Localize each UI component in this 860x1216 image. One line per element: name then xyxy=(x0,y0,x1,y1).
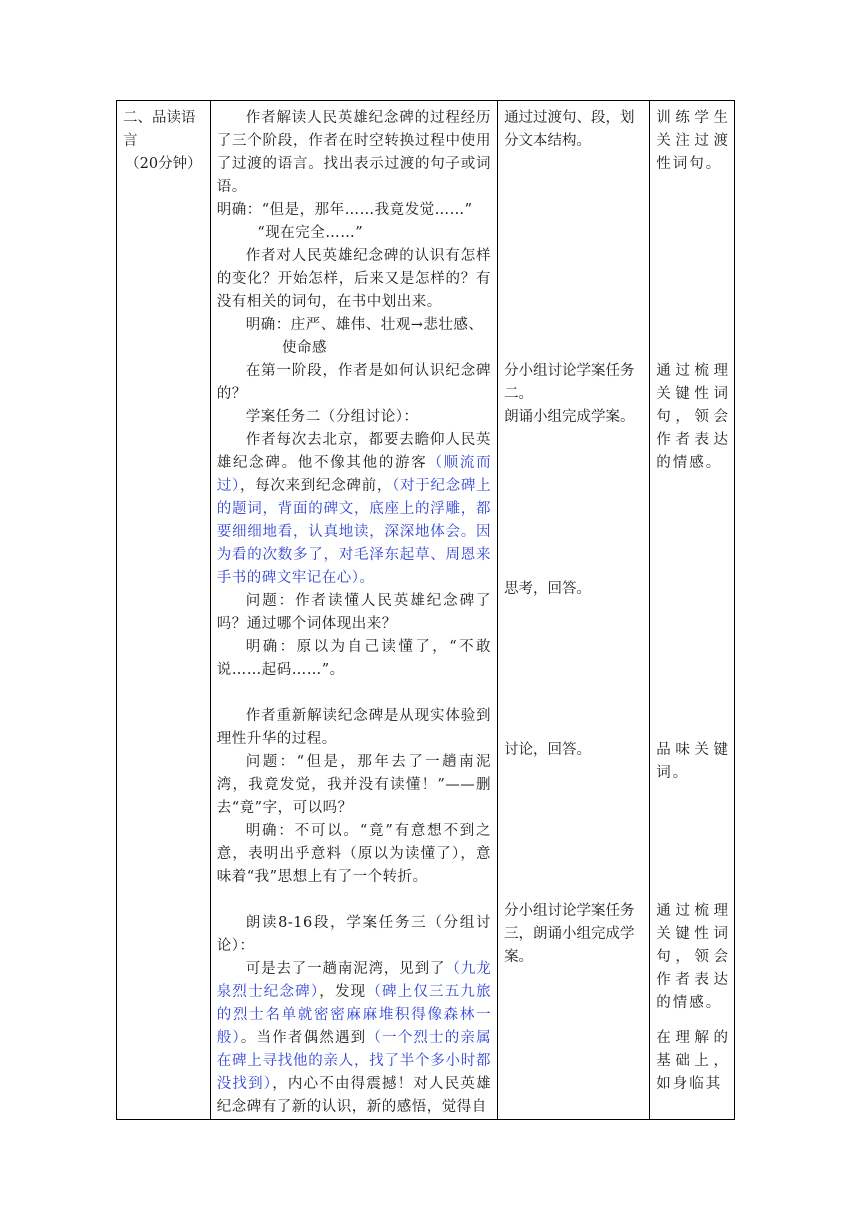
text-run: 作者每次去北京，都要去瞻仰人民英雄纪念碑。他不像其他的游客 xyxy=(216,432,492,471)
paragraph: 作者重新解读纪念碑是从现实体验到理性升华的过程。 xyxy=(216,708,492,747)
text-run: 可是去了一趟南泥湾，见到了 xyxy=(245,961,446,977)
student-activity: 通过过渡句、段，划分文本结构。 xyxy=(504,110,635,149)
highlighted-text: （九龙泉烈士纪念碑） xyxy=(216,961,492,1000)
student-activity-cell xyxy=(498,101,650,1120)
paragraph: 明确：庄严、雄伟、壮观→悲壮感、 xyxy=(245,317,484,333)
student-activity: 思考，回答。 xyxy=(504,581,592,597)
student-activity: 分小组讨论学案任务二。 xyxy=(504,363,635,402)
content-cell xyxy=(210,101,497,1120)
text-run: ，发现 xyxy=(319,984,367,1000)
paragraph xyxy=(217,429,491,590)
student-activity: 分小组讨论学案任务三，朗诵小组完成学案。 xyxy=(504,903,635,965)
paragraph: 问题：作者读懂人民英雄纪念碑了吗？通过哪个词体现出来？ xyxy=(216,593,492,632)
design-intent: 通过梳理关键性词句，领会作者表达的情感。 xyxy=(656,903,730,1011)
paragraph: 问题：“但是，那年去了一趟南泥湾，我竟发觉，我并没有读懂！”——删去“竟”字，可以吗？ xyxy=(216,754,492,816)
paragraph: 作者对人民英雄纪念碑的认识有怎样的变化？开始怎样，后来又是怎样的？有没有相关的词句，在书中划出来。 xyxy=(216,248,492,310)
section-title: 二、品读语言 xyxy=(123,110,196,149)
design-intent: 在理解的基础上，如身临其 xyxy=(656,1030,730,1092)
paragraph: 明确：不可以。“竟”有意想不到之意，表明出乎意料（原以为读懂了），意味着“我”思想上有了一个转折。 xyxy=(216,823,492,885)
paragraph xyxy=(217,958,491,1119)
text-run: ，每次来到纪念碑前， xyxy=(239,478,393,494)
highlighted-text: （碑上仅三五九旅的烈士名单就密密麻麻堆积得像森林一般） xyxy=(216,984,492,1046)
paragraph: 明确：原以为自己读懂了，“不敢说……起码……”。 xyxy=(216,639,492,678)
paragraph: 明确：“但是，那年……我竟发觉……” xyxy=(216,202,473,218)
lesson-plan-table xyxy=(116,100,735,1120)
design-intent: 通过梳理关键性词句，领会作者表达的情感。 xyxy=(656,363,730,471)
table-row xyxy=(117,101,735,1120)
section-cell xyxy=(117,101,211,1120)
paragraph: 作者解读人民英雄纪念碑的过程经历了三个阶段，作者在时空转换过程中使用了过渡的语言。找出表示过渡的句子或词语。 xyxy=(216,110,492,195)
student-activity: 讨论，回答。 xyxy=(504,742,592,758)
text-run: ，内心不由得震撼！对人民英雄纪念碑有了新的认识，新的感悟，觉得自 xyxy=(216,1076,492,1115)
design-intent: 训练学生关注过渡性词句。 xyxy=(656,110,730,172)
spacer xyxy=(217,682,491,705)
paragraph: “现在完全……” xyxy=(257,225,364,241)
text-run: 。当作者偶然遇到 xyxy=(240,1030,367,1046)
paragraph: 使命感 xyxy=(282,340,327,356)
section-duration: （20分钟） xyxy=(125,156,202,172)
highlighted-text: （一个烈士的亲属在碑上寻找他的亲人，找了半个多小时都没找到） xyxy=(216,1030,492,1092)
highlighted-text: （对于纪念碑上的题词，背面的碑文，底座上的浮雕，都要细细地看，认真地读，深深地体会。因为看的次数多了，对毛泽东起草、周恩来手书的碑文牢记在心）。 xyxy=(216,478,492,586)
paragraph: 学案任务二（分组讨论）： xyxy=(245,409,419,425)
paragraph: 在第一阶段，作者是如何认识纪念碑的？ xyxy=(216,363,492,402)
design-intent-cell xyxy=(650,101,735,1120)
paragraph: 朗读8-16段，学案任务三（分组讨论）： xyxy=(216,915,492,954)
highlighted-text: （顺流而过） xyxy=(216,455,492,494)
spacer xyxy=(217,889,491,912)
design-intent: 品味关键词。 xyxy=(656,742,730,781)
student-activity: 朗诵小组完成学案。 xyxy=(504,409,635,425)
